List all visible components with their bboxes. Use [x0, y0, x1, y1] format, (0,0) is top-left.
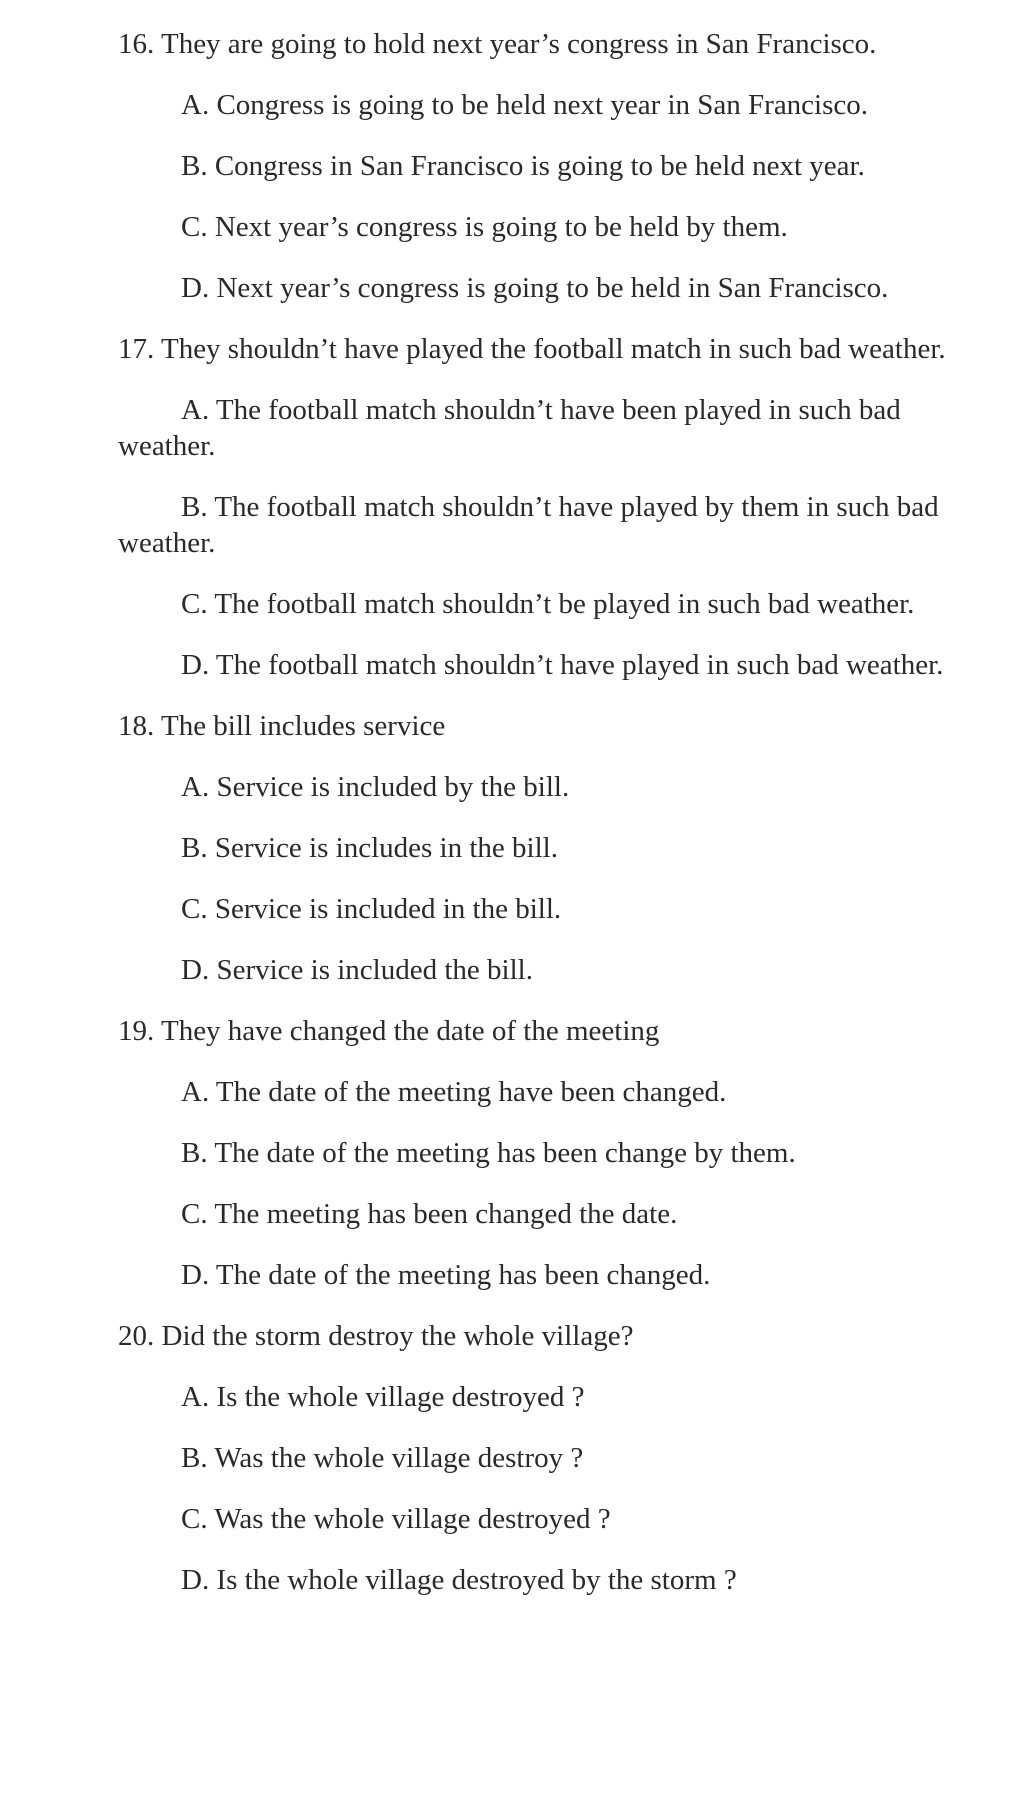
option-a: A. Service is included by the bill.: [181, 771, 570, 803]
option-b: B. The date of the meeting has been change by them.: [181, 1137, 796, 1169]
option-d: D. Service is included the bill.: [181, 954, 533, 986]
question-stem: 18. The bill includes service: [118, 710, 446, 742]
option-b: B. Was the whole village destroy ?: [181, 1442, 584, 1474]
question-stem: 17. They shouldn’t have played the football match in such bad weather.: [118, 333, 946, 365]
question-stem: 16. They are going to hold next year’s congress in San Francisco.: [118, 28, 877, 60]
option-c: C. The meeting has been changed the date.: [181, 1198, 678, 1230]
question-17: [0, 331, 1024, 683]
option-d: D. Is the whole village destroyed by the storm ?: [181, 1564, 737, 1596]
option-d: D. Next year’s congress is going to be held in San Francisco.: [181, 272, 889, 304]
question-18: [0, 708, 1024, 988]
option-c: C. Service is included in the bill.: [181, 893, 562, 925]
question-stem: 19. They have changed the date of the meeting: [118, 1015, 660, 1047]
option-b: B. Congress in San Francisco is going to be held next year.: [181, 150, 865, 182]
question-20: [0, 1318, 1024, 1598]
option-c: C. Was the whole village destroyed ?: [181, 1503, 611, 1535]
question-19: [0, 1013, 1024, 1293]
option-b: B. The football match shouldn’t have played by them in such bad weather.: [118, 491, 939, 559]
question-stem: 20. Did the storm destroy the whole village?: [118, 1320, 634, 1352]
option-a: A. The date of the meeting have been changed.: [181, 1076, 727, 1108]
question-16: [0, 26, 1024, 306]
option-a: A. Is the whole village destroyed ?: [181, 1381, 585, 1413]
option-a: A. The football match shouldn’t have been played in such bad weather.: [118, 394, 901, 462]
option-b: B. Service is includes in the bill.: [181, 832, 558, 864]
option-c: C. The football match shouldn’t be played in such bad weather.: [181, 588, 915, 620]
option-c: C. Next year’s congress is going to be held by them.: [181, 211, 788, 243]
option-a: A. Congress is going to be held next year in San Francisco.: [181, 89, 869, 121]
option-d: D. The football match shouldn’t have played in such bad weather.: [181, 649, 944, 681]
option-d: D. The date of the meeting has been changed.: [181, 1259, 711, 1291]
